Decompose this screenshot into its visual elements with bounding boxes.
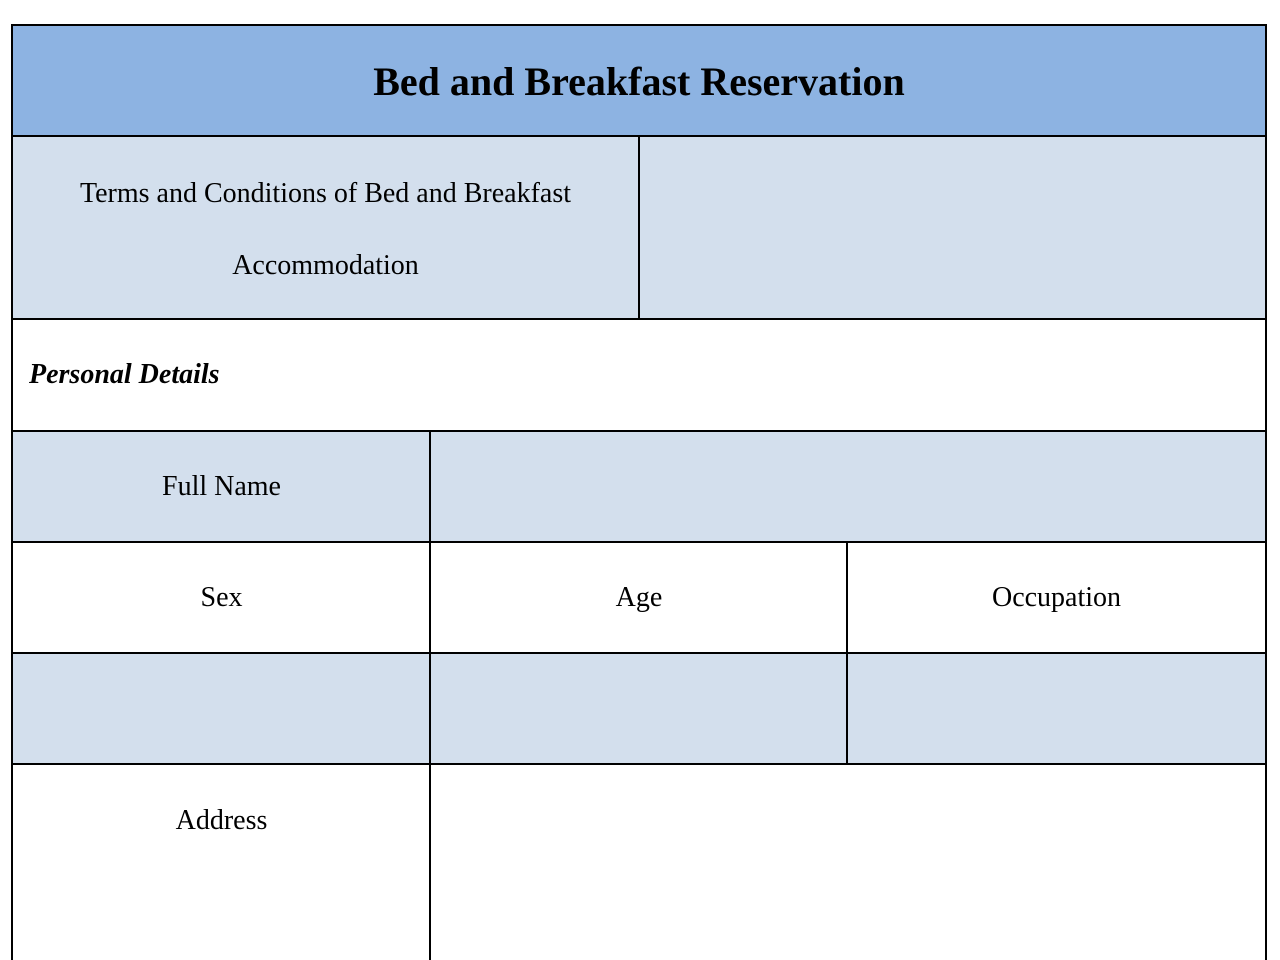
occupation-label-cell bbox=[848, 543, 1265, 652]
full-name-field[interactable] bbox=[431, 432, 1265, 541]
sex-label: Sex bbox=[200, 581, 243, 613]
border-row-4 bbox=[12, 541, 1266, 543]
border-top bbox=[12, 24, 1266, 26]
full-name-label: Full Name bbox=[162, 470, 281, 502]
terms-value-field[interactable] bbox=[640, 137, 1265, 319]
terms-label-cell bbox=[13, 137, 638, 319]
border-left bbox=[11, 24, 13, 960]
address-field[interactable] bbox=[431, 765, 1265, 960]
age-label-cell bbox=[431, 543, 847, 652]
full-name-label-cell bbox=[13, 432, 430, 541]
border-row-6 bbox=[12, 763, 1266, 765]
address-label-cell bbox=[13, 765, 430, 960]
border-col-1 bbox=[429, 430, 431, 960]
personal-details-heading: Personal Details bbox=[29, 359, 220, 390]
sex-field[interactable] bbox=[13, 654, 430, 763]
border-row-3 bbox=[12, 430, 1266, 432]
personal-details-heading-row bbox=[13, 320, 1265, 430]
address-label: Address bbox=[175, 805, 268, 836]
occupation-field[interactable] bbox=[848, 654, 1265, 763]
form-title-row bbox=[13, 26, 1265, 136]
sex-label-cell bbox=[13, 543, 430, 652]
terms-label: Terms and Conditions of Bed and Breakfast Accommodation bbox=[79, 178, 572, 281]
form-title: Bed and Breakfast Reservation bbox=[373, 58, 905, 104]
age-field[interactable] bbox=[431, 654, 847, 763]
border-row-5 bbox=[12, 652, 1266, 654]
occupation-label: Occupation bbox=[991, 581, 1122, 613]
age-label: Age bbox=[615, 581, 663, 613]
border-right bbox=[1265, 24, 1267, 960]
border-terms-divider bbox=[638, 135, 640, 320]
border-col-2 bbox=[846, 541, 848, 765]
